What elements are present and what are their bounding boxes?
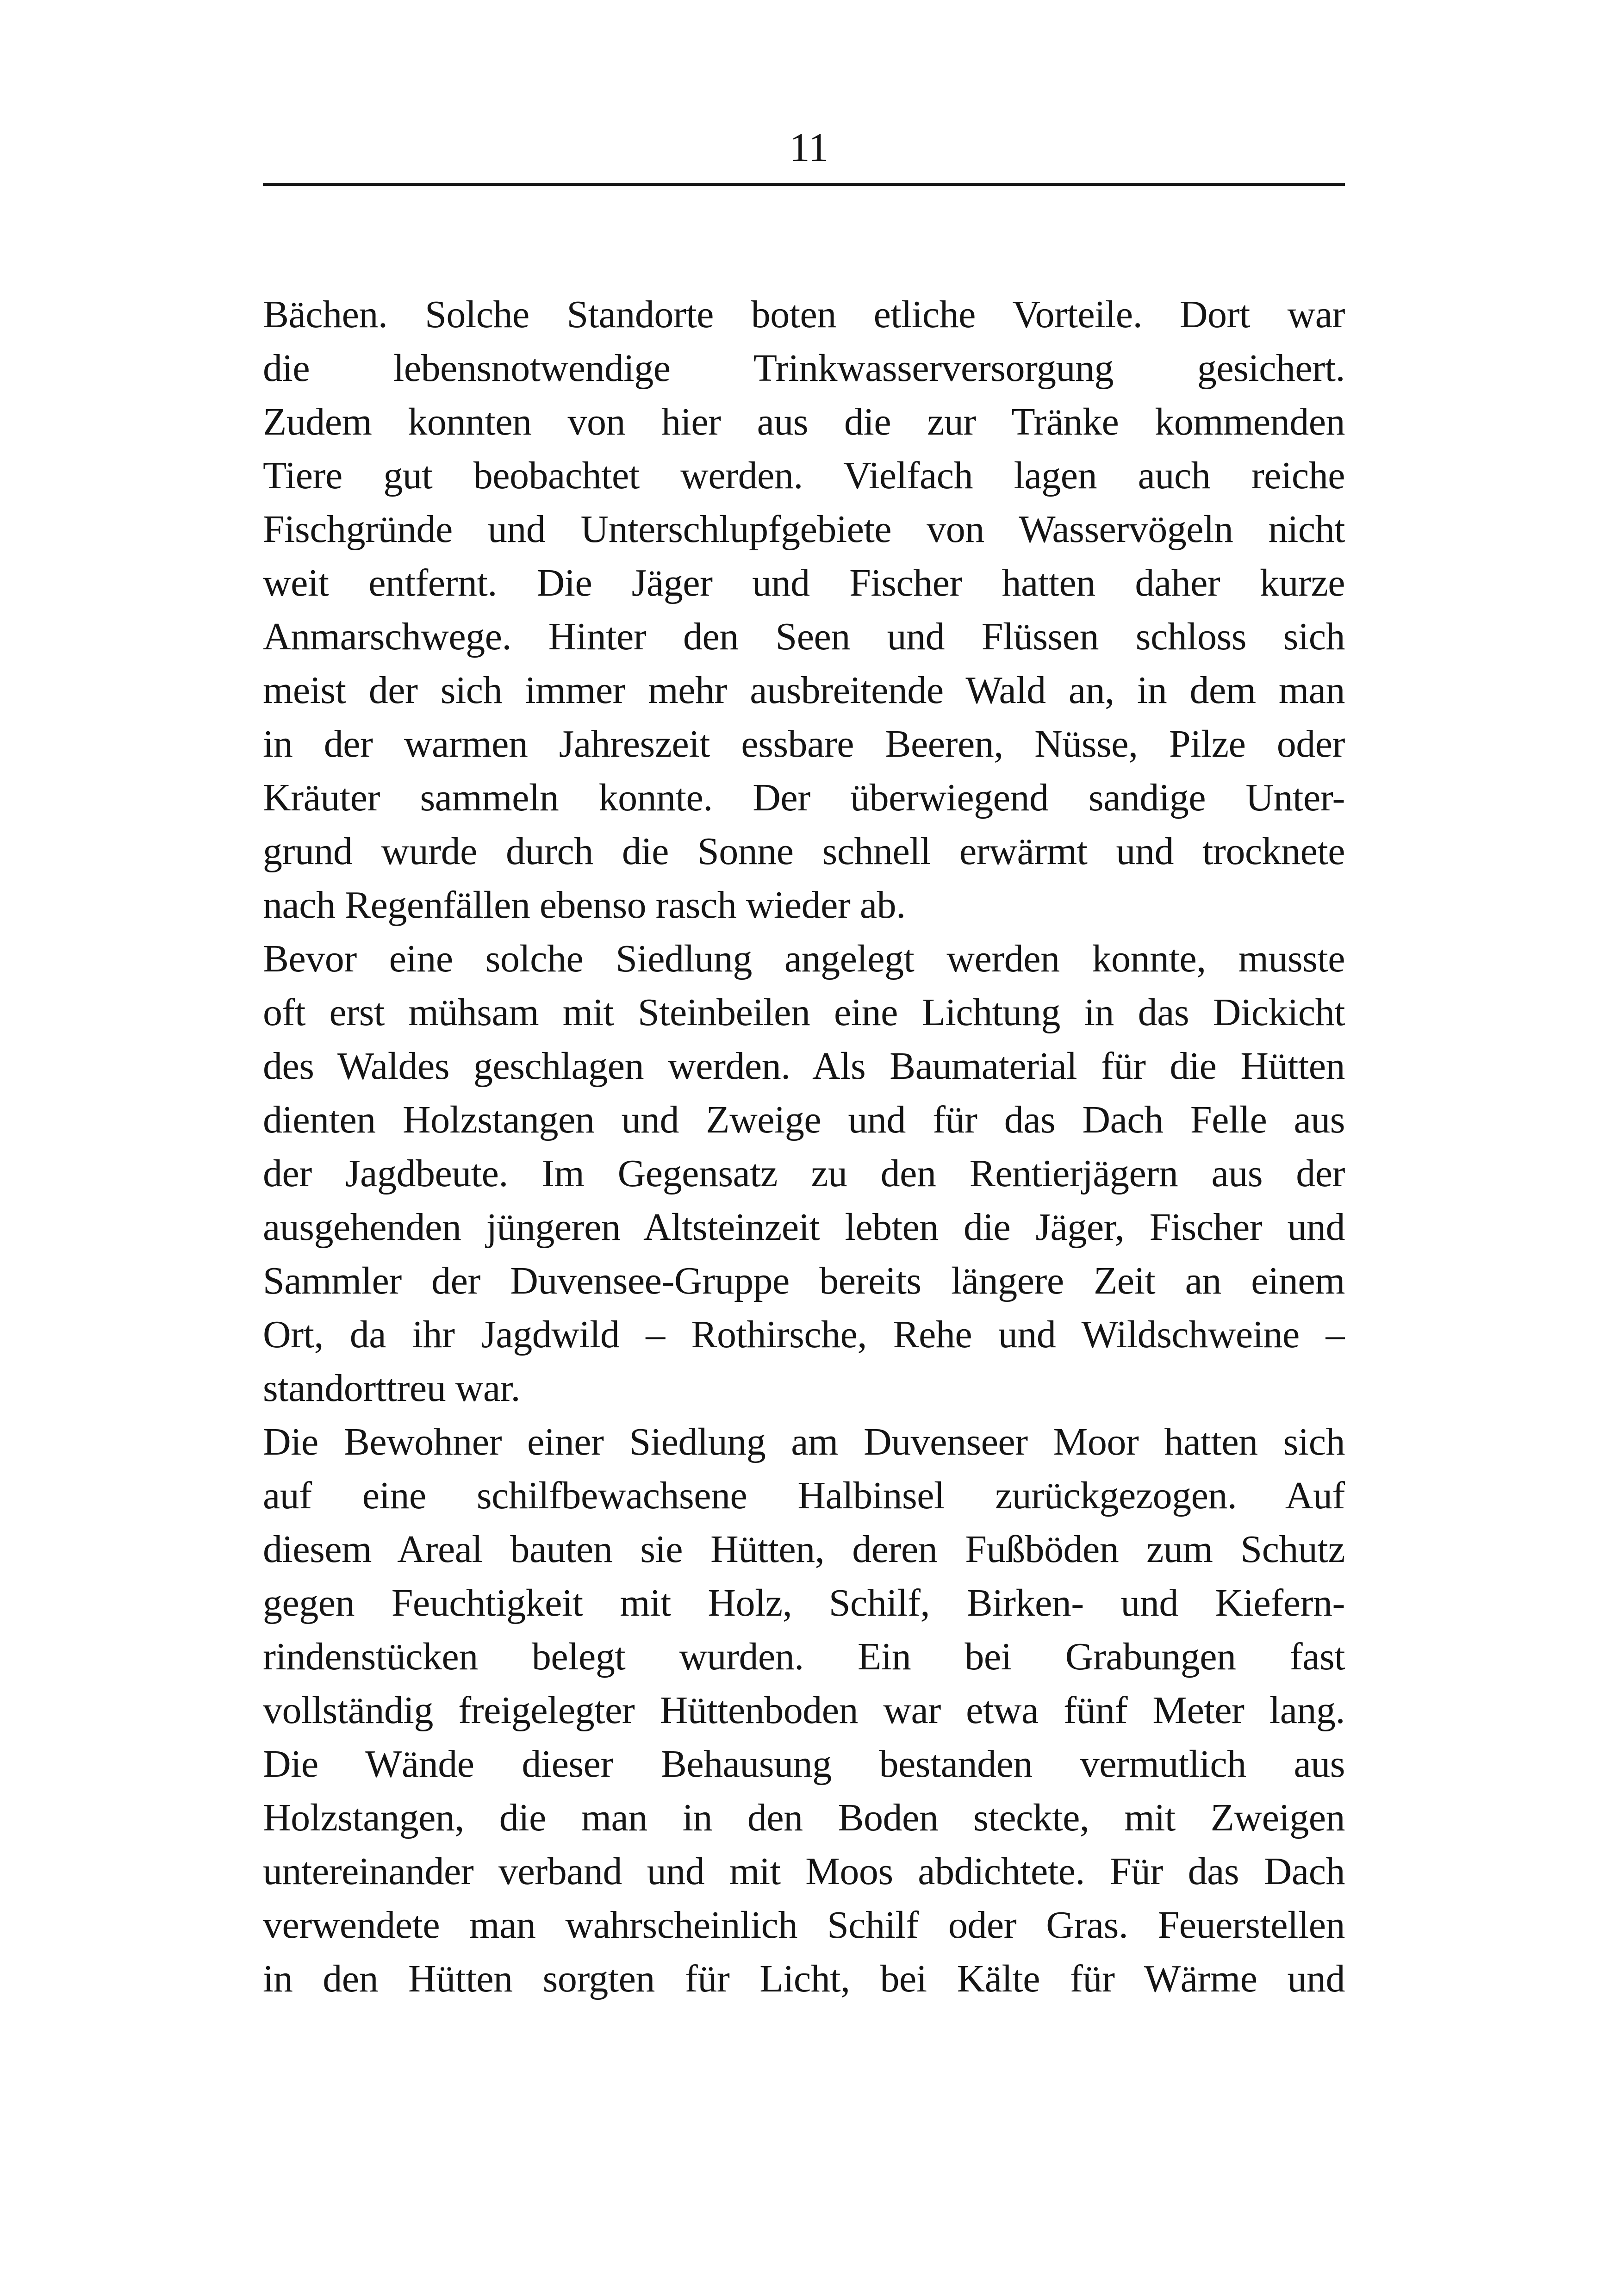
text-line: Fischgründe und Unterschlupfgebiete von Wasservögeln nicht bbox=[263, 508, 1345, 551]
text-line: Bevor eine solche Siedlung angelegt werden konnte, musste bbox=[263, 937, 1345, 980]
text-line: Die Bewohner einer Siedlung am Duvenseer Moor hatten sich bbox=[263, 1420, 1345, 1463]
text-line: gegen Feuchtigkeit mit Holz, Schilf, Birken- und Kiefern- bbox=[263, 1581, 1345, 1624]
text-line: grund wurde durch die Sonne schnell erwärmt und trocknete bbox=[263, 830, 1345, 873]
text-line: der Jagdbeute. Im Gegensatz zu den Rentierjägern aus der bbox=[263, 1152, 1345, 1195]
page-number: 11 bbox=[789, 125, 829, 170]
text-line: Anmarschwege. Hinter den Seen und Flüssen schloss sich bbox=[263, 615, 1345, 658]
text-line: Holzstangen, die man in den Boden steckte, mit Zweigen bbox=[263, 1796, 1345, 1839]
text-line: oft erst mühsam mit Steinbeilen eine Lichtung in das Dickicht bbox=[263, 991, 1345, 1034]
text-line: nach Regenfällen ebenso rasch wieder ab. bbox=[263, 884, 906, 927]
body-text bbox=[263, 288, 1345, 2006]
text-line: Ort, da ihr Jagdwild – Rothirsche, Rehe und Wildschweine – bbox=[263, 1313, 1345, 1356]
text-line: Die Wände dieser Behausung bestanden vermutlich aus bbox=[263, 1742, 1345, 1786]
text-line: rindenstücken belegt wurden. Ein bei Grabungen fast bbox=[263, 1635, 1345, 1678]
text-line: in den Hütten sorgten für Licht, bei Kälte für Wärme und bbox=[263, 1957, 1345, 2000]
text-line: auf eine schilfbewachsene Halbinsel zurückgezogen. Auf bbox=[263, 1474, 1345, 1517]
text-line: verwendete man wahrscheinlich Schilf oder Gras. Feuerstellen bbox=[263, 1904, 1345, 1947]
text-line: Sammler der Duvensee-Gruppe bereits längere Zeit an einem bbox=[263, 1259, 1345, 1302]
text-line: Tiere gut beobachtet werden. Vielfach lagen auch reiche bbox=[263, 454, 1345, 497]
text-line: diesem Areal bauten sie Hütten, deren Fußböden zum Schutz bbox=[263, 1528, 1345, 1571]
text-line: dienten Holzstangen und Zweige und für das Dach Felle aus bbox=[263, 1098, 1345, 1141]
text-line: die lebensnotwendige Trinkwasserversorgung gesichert. bbox=[263, 347, 1345, 390]
text-line: untereinander verband und mit Moos abdichtete. Für das Dach bbox=[263, 1850, 1345, 1893]
text-line: Kräuter sammeln konnte. Der überwiegend sandige Unter- bbox=[263, 776, 1345, 819]
text-line: in der warmen Jahreszeit essbare Beeren, Nüsse, Pilze oder bbox=[263, 722, 1345, 765]
text-line: Zudem konnten von hier aus die zur Tränke kommenden bbox=[263, 400, 1345, 443]
text-line: des Waldes geschlagen werden. Als Baumaterial für die Hütten bbox=[263, 1045, 1345, 1088]
text-line: Bächen. Solche Standorte boten etliche Vorteile. Dort war bbox=[263, 293, 1345, 336]
header-rule bbox=[263, 183, 1345, 186]
text-line: weit entfernt. Die Jäger und Fischer hatten daher kurze bbox=[263, 561, 1345, 604]
text-line: standorttreu war. bbox=[263, 1367, 520, 1410]
text-line: ausgehenden jüngeren Altsteinzeit lebten die Jäger, Fischer und bbox=[263, 1206, 1345, 1249]
text-line: meist der sich immer mehr ausbreitende Wald an, in dem man bbox=[263, 669, 1345, 712]
text-line: vollständig freigelegter Hüttenboden war etwa fünf Meter lang. bbox=[263, 1689, 1345, 1732]
